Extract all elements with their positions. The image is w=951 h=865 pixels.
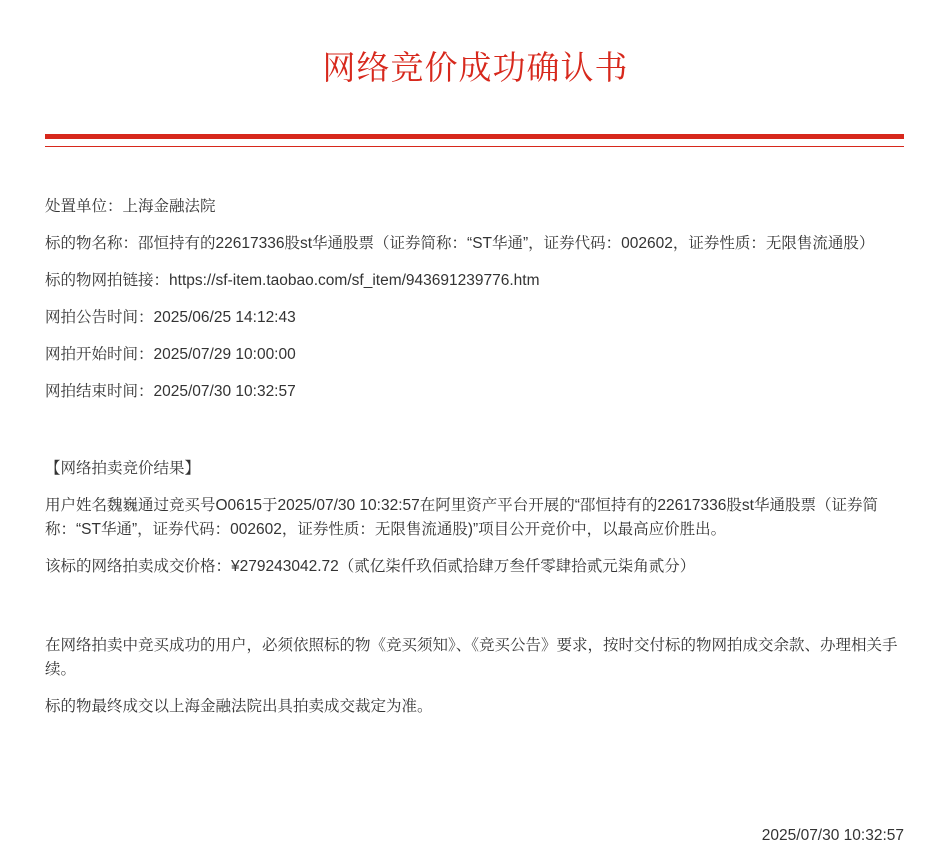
start-time-line [45, 343, 905, 367]
requirement-note: 在网络拍卖中竞买成功的用户，必须依照标的物《竞买须知》、《竞买公告》要求，按时交付标的物网拍成交余款、办理相关手续。 [45, 637, 898, 678]
page-title: 网络竞价成功确认书 [322, 49, 629, 86]
section-spacer [45, 417, 905, 457]
end-time-label: 网拍结束时间： [45, 383, 154, 400]
result-price-text: 该标的网络拍卖成交价格：¥279243042.72（贰亿柒仟玖佰贰拾肆万叁仟零肆拾贰元柒角贰分） [45, 558, 696, 575]
title-divider-thin [45, 146, 904, 147]
disposal-unit-label: 处置单位： [45, 198, 123, 215]
footer-timestamp: 2025/07/30 10:32:57 [761, 827, 904, 844]
final-note: 标的物最终成交以上海金融法院出具拍卖成交裁定为准。 [45, 698, 433, 715]
end-time-line [45, 380, 905, 404]
document-body [45, 195, 905, 732]
end-time-value: 2025/07/30 10:32:57 [153, 383, 296, 400]
item-name-label: 标的物名称： [45, 235, 139, 252]
start-time-value: 2025/07/29 10:00:00 [153, 346, 296, 363]
item-name-line [45, 232, 905, 256]
section-spacer [45, 592, 905, 634]
item-link-value: https://sf-item.taobao.com/sf_item/943691239776.htm [169, 272, 540, 289]
item-link-line [45, 269, 905, 293]
title-divider-thick [45, 134, 904, 139]
item-name-value: 邵恒持有的22617336股st华通股票（证券简称：“ST华通”，证券代码：002602，证券性质：无限售流通股） [138, 235, 875, 252]
result-winner-text: 用户姓名魏巍通过竞买号O0615于2025/07/30 10:32:57在阿里资产平台开展的“邵恒持有的22617336股st华通股票（证券简称：“ST华通”，证券代码：002602，证券性质：无限售流通股)”项目公开竞价中，以最高应价胜出。 [45, 497, 878, 538]
announce-time-label: 网拍公告时间： [45, 309, 154, 326]
start-time-label: 网拍开始时间： [45, 346, 154, 363]
announce-time-value: 2025/06/25 14:12:43 [153, 309, 296, 326]
item-link-label: 标的物网拍链接： [45, 272, 170, 289]
disposal-unit-line [45, 195, 905, 219]
disposal-unit-value: 上海金融法院 [122, 198, 216, 215]
result-heading: 【网络拍卖竞价结果】 [45, 460, 201, 477]
announce-time-line [45, 306, 905, 330]
